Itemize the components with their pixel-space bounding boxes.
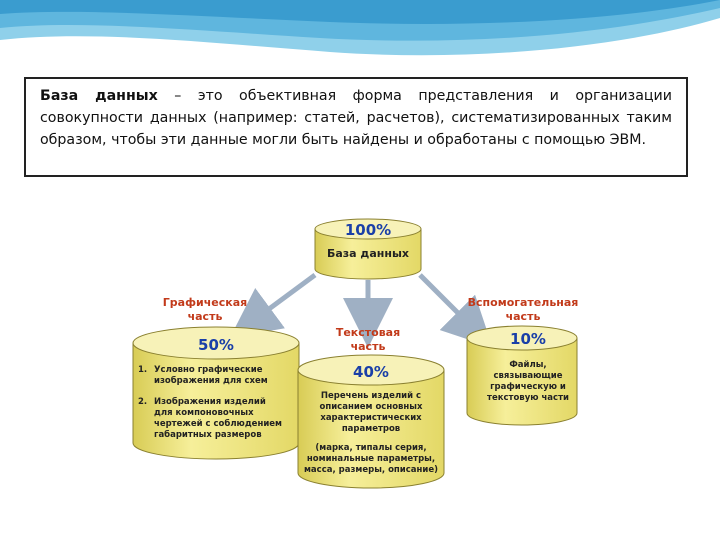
database-percent: 100% <box>344 221 392 239</box>
database-label: База данных <box>326 247 410 260</box>
arrow-to-graphic <box>250 275 315 323</box>
definition-box <box>24 77 688 177</box>
cylinder-text-part <box>298 355 444 488</box>
auxiliary-desc-3: графическую и <box>490 382 566 392</box>
arrows <box>250 275 475 330</box>
text-desc-3: характеристических <box>320 413 422 423</box>
text-desc-4: параметров <box>341 424 401 434</box>
text-desc-2: описанием основных <box>319 402 423 412</box>
definition-text: – это объективная форма представления и организации совокупности данных (например: статей, расчетов), систематизированных таким образом, чтобы эти данные могли быть найдены и обработаны с помощью ЭВМ. <box>40 88 672 148</box>
cylinder-auxiliary-part <box>467 326 577 425</box>
graphic-item-2-num: 2. <box>138 397 148 407</box>
graphic-percent: 50% <box>198 336 234 354</box>
auxiliary-desc-1: Файлы, <box>509 360 547 370</box>
text-caption-2: часть <box>350 340 386 353</box>
cylinder-database <box>315 219 421 279</box>
text-percent: 40% <box>353 363 389 381</box>
text-desc-5: (марка, типалы серия, <box>315 443 427 453</box>
graphic-item-2-line2: для компоновочных <box>154 408 254 418</box>
cylinder-graphic-part <box>133 327 299 459</box>
graphic-item-1-line2: изображения для схем <box>154 376 268 386</box>
auxiliary-caption-1: Вспомогательная <box>467 296 579 309</box>
auxiliary-percent: 10% <box>510 330 546 348</box>
text-desc-6: номинальные параметры, <box>306 454 436 464</box>
graphic-item-1-line1: Условно графические <box>154 365 263 375</box>
text-desc-7: масса, размеры, описание) <box>303 465 439 475</box>
text-desc-1: Перечень изделий с <box>320 391 422 401</box>
auxiliary-desc-2: связывающие <box>493 371 563 381</box>
graphic-item-1-num: 1. <box>138 365 148 375</box>
auxiliary-caption-2: часть <box>505 310 541 323</box>
graphic-item-2-line3: чертежей с соблюдением <box>154 419 282 429</box>
graphic-item-2-line4: габаритных размеров <box>154 430 262 440</box>
text-caption-1: Текстовая <box>335 326 401 339</box>
database-structure-diagram <box>110 205 595 495</box>
auxiliary-desc-4: текстовую части <box>487 393 569 403</box>
definition-term: База данных <box>40 88 158 104</box>
graphic-caption-1: Графическая <box>162 296 248 309</box>
graphic-item-2-line1: Изображения изделий <box>154 397 266 407</box>
graphic-caption-2: часть <box>187 310 223 323</box>
decorative-wave-header <box>0 0 720 75</box>
